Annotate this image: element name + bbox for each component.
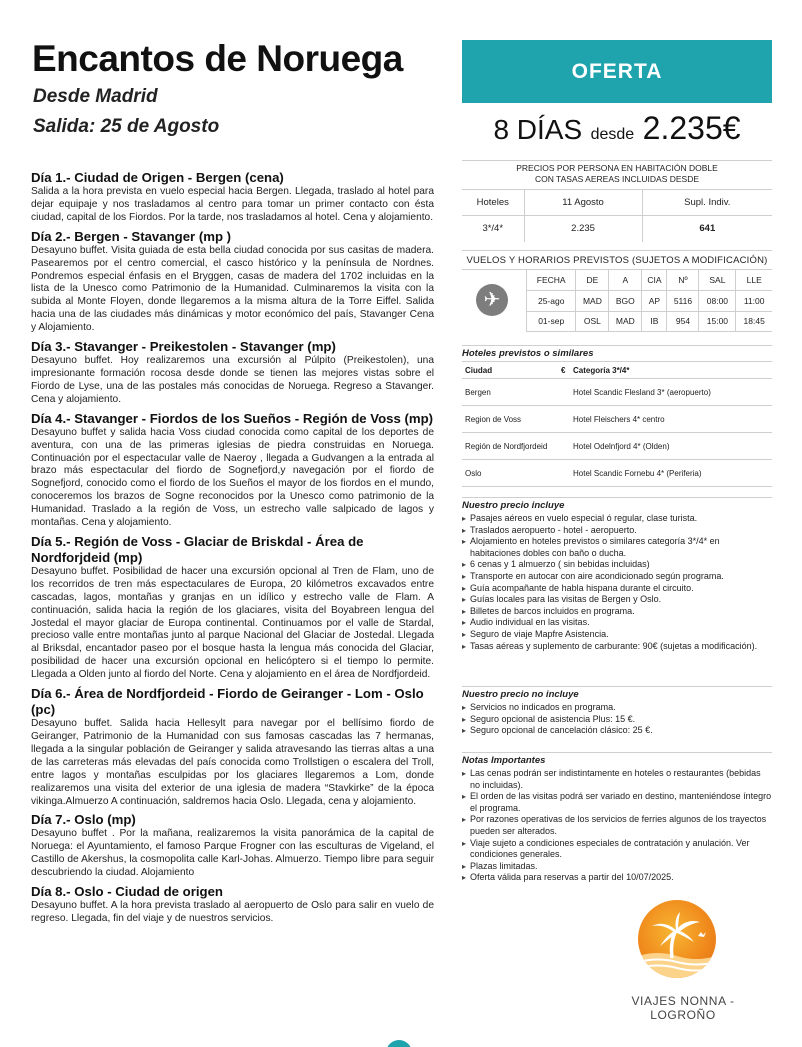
price-value: 2.235 bbox=[524, 216, 642, 242]
itinerary-day bbox=[31, 411, 434, 530]
price-heading-line-2: CON TASAS AEREAS INCLUIDAS DESDE bbox=[534, 174, 700, 184]
flights-body bbox=[462, 269, 772, 331]
day-description: Desayuno buffet . Por la mañana, realizaremos la visita panorámica de la capital de Noruega: el Ayuntamiento, el famoso Parque Frogner con las esculturas de Vigeland, el Castillo de Akershus, la cosmopolita calle Karl-Johas. Almuerzo. Tiempo libre para seguir descubriendo la ciudad. Alojamiento bbox=[31, 828, 434, 879]
price-table bbox=[462, 189, 772, 242]
table-row bbox=[462, 216, 772, 242]
list-item: ▸ El orden de las visitas podrá ser variado en destino, manteniéndose íntegro el programa. bbox=[462, 791, 772, 814]
excludes-list bbox=[462, 702, 772, 737]
day-description: Desayuno buffet. Salida hacia Hellesylt para navegar por el bellísimo fiordo de Geiranger, Patrimonio de la Humanidad con sus famosas cascadas las 7 hermanas, llegada a la singular población de Geiranger y salida atravesando las tierras altas a una de las carreteras más elevadas del país conocida como Trollstigen o escalera del Troll, entre lagos y montañas esculpidas por los glaciares llegaremos a Lom, donde realizaremos una visita del exterior de una iglesia de madera “Stavkirke” de la época vikinga.Almuerzo A continuación, saldremos hacia Oslo. Llegada, cena y alojamiento. bbox=[31, 718, 434, 807]
excludes-section bbox=[462, 686, 772, 737]
list-item: ▸ Audio individual en las visitas. bbox=[462, 617, 772, 629]
price-heading-line-1: PRECIOS POR PERSONA EN HABITACIÓN DOBLE bbox=[516, 163, 718, 173]
includes-list bbox=[462, 513, 772, 652]
departure-date: Salida: 25 de Agosto bbox=[33, 116, 220, 137]
includes-section bbox=[462, 497, 772, 652]
flight-arrival: 11:00 bbox=[736, 291, 772, 312]
day-description: Desayuno buffet. Hoy realizaremos una excursión al Púlpito (Preikestolen), una impresionante formación rocosa desde donde se tienen las mejores vistas sobre el Fiordo de Lyse, una de las postales más conocidas de Noruega. Regreso a Stavanger. Cena y alojamiento. bbox=[31, 355, 434, 405]
hotel-category: 3*/4* bbox=[462, 216, 524, 242]
day-title: Día 8.- Oslo - Ciudad de origen bbox=[31, 884, 223, 900]
itinerary-day bbox=[31, 170, 434, 225]
includes-title: Nuestro precio incluye bbox=[462, 497, 772, 513]
hotel-city: Oslo bbox=[462, 460, 558, 487]
supplement-value: 641 bbox=[642, 216, 772, 242]
list-item: ▸ Seguro opcional de cancelación clásico: 25 €. bbox=[462, 725, 772, 737]
itinerary-day bbox=[31, 339, 434, 407]
itinerary bbox=[31, 170, 434, 930]
page-title: Encantos de Noruega bbox=[32, 38, 403, 79]
trip-duration: 8 DÍAS bbox=[493, 114, 583, 145]
hotel-city: Bergen bbox=[462, 379, 558, 406]
notes-list bbox=[462, 768, 772, 884]
notes-title: Notas Importantes bbox=[462, 752, 772, 768]
price-headline bbox=[462, 110, 772, 147]
excludes-title: Nuestro precio no incluye bbox=[462, 686, 772, 702]
day-title: Día 3.- Stavanger - Preikestolen - Stavanger (mp) bbox=[31, 339, 336, 355]
flight-airline: IB bbox=[642, 311, 667, 332]
flight-date: 25-ago bbox=[527, 291, 576, 312]
list-item: ▸ Las cenas podrán ser indistintamente en hoteles o restaurantes (bebidas no incluidas). bbox=[462, 768, 772, 791]
hotel-spacer bbox=[558, 379, 570, 406]
hotel-spacer bbox=[558, 460, 570, 487]
day-description: Desayuno buffet. Visita guiada de esta bella ciudad conocida por sus casitas de madera. Pasearemos por el centro comercial, el casco histórico y la península de Nordnes. Pondremos especial énfasis en el Bryggen, casas de madera del 1702 incluidas en la lista de la Unesco como Patrimonio de la Humanidad. Culminaremos la visita con la subida al Monte Floyen, donde llegaremos a la misma altura de la Torre Eiffel. Salida hacia una de las ciudades más dinámicas y motor económico del país, Stavanger Cena y Alojamiento. bbox=[31, 244, 434, 334]
day-description: Desayuno buffet y salida hacia Voss ciudad conocida como capital de los deportes de aventura, con una de las primeras iglesias de piedra construidas en Noruega. Continuación por el espectacular valle de Naeroy , llegada a Gudvangen a la entrada al brazo más espectacular del fiordo de Sognefjord,y navegación por el fiordo de Sognefjord, conocido como el fiordo de los Sueños el mayor de los fiordos en el mundo, conoceremos los brazos de Sogne reconocidos por la Unesco como patrimonio de la Humanidad. Traslado a la región de Voss, un estrecho valle salpicado de lagos y montañas. Cena y alojamiento. bbox=[31, 426, 434, 529]
flight-col-departure: SAL bbox=[699, 270, 736, 291]
hotel-name: Hotel Odelnfjord 4* (Olden) bbox=[570, 433, 772, 460]
origin-subtitle: Desde Madrid bbox=[33, 86, 158, 107]
hotels-title: Hoteles previstos o similares bbox=[462, 345, 772, 361]
day-description: Desayuno buffet. A la hora prevista traslado al aeropuerto de Oslo para salir en vuelo de regreso. Llegada, fin del viaje y de nuestros servicios. bbox=[31, 900, 434, 924]
list-item: ▸ Transporte en autocar con aire acondicionado según programa. bbox=[462, 571, 772, 583]
notes-section bbox=[462, 752, 772, 884]
airplane-icon: ✈ bbox=[476, 284, 508, 316]
flight-number: 954 bbox=[667, 311, 699, 332]
flight-to: BGO bbox=[609, 291, 642, 312]
flights-section bbox=[462, 250, 772, 331]
day-title: Día 4.- Stavanger - Fiordos de los Sueños - Región de Voss (mp) bbox=[31, 410, 434, 426]
itinerary-day bbox=[31, 229, 434, 335]
table-header-hotels: Hoteles bbox=[462, 190, 524, 216]
hotel-name: Hotel Scandic Flesland 3* (aeropuerto) bbox=[570, 379, 772, 406]
list-item: ▸ Guías locales para las visitas de Bergen y Oslo. bbox=[462, 594, 772, 606]
flight-date: 01-sep bbox=[527, 311, 576, 332]
flight-col-number: Nº bbox=[667, 270, 699, 291]
price-table-heading bbox=[462, 160, 772, 189]
list-item: ▸ Guía acompañante de habla hispana durante el circuito. bbox=[462, 583, 772, 595]
page-marker bbox=[386, 1040, 412, 1047]
flight-col-date: FECHA bbox=[527, 270, 576, 291]
list-item: ▸ Tasas aéreas y suplemento de carburante: 90€ (sujetas a modificación). bbox=[462, 641, 772, 653]
flight-departure: 15:00 bbox=[699, 311, 736, 332]
flight-number: 5116 bbox=[667, 291, 699, 312]
list-item: ▸ Billetes de barcos incluidos en programa. bbox=[462, 606, 772, 618]
table-row bbox=[462, 433, 772, 460]
flight-from: MAD bbox=[576, 291, 609, 312]
list-item: ▸ Servicios no indicados en programa. bbox=[462, 702, 772, 714]
flight-col-from: DE bbox=[576, 270, 609, 291]
table-row bbox=[462, 406, 772, 433]
flight-col-to: A bbox=[609, 270, 642, 291]
table-row bbox=[527, 291, 773, 312]
flight-from: OSL bbox=[576, 311, 609, 332]
table-row bbox=[527, 270, 773, 291]
flight-col-airline: CIA bbox=[642, 270, 667, 291]
day-description: Salida a la hora prevista en vuelo especial hacia Bergen. Llegada, traslado al hotel para dejar equipaje y nos trasladamos al centro para tomar un primer contacto con ésta ciudad, capital de los Fiordos. Por la tarde, nos trasladamos al hotel. Cena y alojamiento. bbox=[31, 186, 434, 223]
agency-name: VIAJES NONNA - LOGROÑO bbox=[631, 994, 735, 1022]
offer-banner: OFERTA bbox=[462, 40, 772, 103]
table-row bbox=[527, 311, 773, 332]
itinerary-day bbox=[31, 686, 434, 808]
flights-table bbox=[526, 270, 772, 332]
hotels-col-symbol: € bbox=[558, 362, 570, 379]
flight-airline: AP bbox=[642, 291, 667, 312]
price-table-section bbox=[462, 160, 772, 242]
list-item: ▸ Plazas limitadas. bbox=[462, 861, 772, 873]
hotel-name: Hotel Scandic Fornebu 4* (Periferia) bbox=[570, 460, 772, 487]
table-header-date: 11 Agosto bbox=[524, 190, 642, 216]
hotel-name: Hotel Fleischers 4* centro bbox=[570, 406, 772, 433]
hotel-city: Region de Voss bbox=[462, 406, 558, 433]
flight-to: MAD bbox=[609, 311, 642, 332]
day-title: Día 7.- Oslo (mp) bbox=[31, 812, 136, 828]
table-row bbox=[462, 379, 772, 406]
list-item: ▸ Traslados aeropuerto - hotel - aeropuerto. bbox=[462, 525, 772, 537]
hotels-section bbox=[462, 345, 772, 487]
hotel-city: Región de Nordfjordeid bbox=[462, 433, 558, 460]
list-item: ▸ 6 cenas y 1 almuerzo ( sin bebidas incluidas) bbox=[462, 559, 772, 571]
hotels-col-city: Ciudad bbox=[462, 362, 558, 379]
flight-arrival: 18:45 bbox=[736, 311, 772, 332]
day-title: Día 1.- Ciudad de Origen - Bergen (cena) bbox=[31, 170, 284, 185]
table-row bbox=[462, 460, 772, 487]
itinerary-day bbox=[31, 884, 434, 926]
list-item: ▸ Por razones operativas de los servicios de ferries algunos de los trayectos pueden ser alterados. bbox=[462, 814, 772, 837]
day-title: Día 5.- Región de Voss - Glaciar de Briskdal - Área de Nordforjdeid (mp) bbox=[31, 533, 364, 565]
hotels-table bbox=[462, 361, 772, 487]
list-item: ▸ Pasajes aéreos en vuelo especial ó regular, clase turista. bbox=[462, 513, 772, 525]
list-item: ▸ Seguro opcional de asistencia Plus: 15 €. bbox=[462, 714, 772, 726]
palm-tree-sunset-icon bbox=[638, 900, 716, 978]
day-description: Desayuno buffet. Posibilidad de hacer una excursión opcional al Tren de Flam, uno de los recorridos de tren más espectaculares de Europa, 20 kilómetros excavados entre cascadas, lagos, montañas y granjas en un idílico y estrecho valle de Flam. A continuación, salida hacia la región de los glaciares, visita del Boyabreen lengua del Jostedal el mayor glaciar de Europa continental. Continuamos por el valle de Stardal, precioso valle entre montañas junto al parque Nacional del Glaciar de Jostedal. Llegada al Briksdal, encantador paseo por el bosque hasta la lengua más conocida del Glaciar, posibilidad de hacer una excursión opcional en helicóptero si el tiempo lo permite. Llegada a Olden junto al fiordo del Norte. Cena y alojamiento en el área de Nordfjordeid. bbox=[31, 565, 434, 681]
flights-heading: VUELOS Y HORARIOS PREVISTOS (SUJETOS A MODIFICACIÓN) bbox=[462, 250, 772, 269]
table-row bbox=[462, 190, 772, 216]
price-from-label: desde bbox=[590, 126, 635, 143]
hotel-spacer bbox=[558, 406, 570, 433]
table-row bbox=[462, 362, 772, 379]
list-item: ▸ Viaje sujeto a condiciones especiales de contratación y anulación. Ver condiciones generales. bbox=[462, 838, 772, 861]
itinerary-day bbox=[31, 812, 434, 880]
price-amount: 2.235€ bbox=[642, 110, 741, 146]
hotels-col-category: Categoría 3*/4* bbox=[570, 362, 772, 379]
flight-departure: 08:00 bbox=[699, 291, 736, 312]
itinerary-day bbox=[31, 534, 434, 682]
table-header-supplement: Supl. Indiv. bbox=[642, 190, 772, 216]
day-title: Día 6.- Área de Nordfjordeid - Fiordo de Geiranger - Lom - Oslo (pc) bbox=[31, 686, 424, 718]
list-item: ▸ Oferta válida para reservas a partir del 10/07/2025. bbox=[462, 872, 772, 884]
hotel-spacer bbox=[558, 433, 570, 460]
list-item: ▸ Seguro de viaje Mapfre Asistencia. bbox=[462, 629, 772, 641]
flight-col-arrival: LLE bbox=[736, 270, 772, 291]
day-title: Día 2.- Bergen - Stavanger (mp ) bbox=[31, 228, 232, 244]
list-item: ▸ Alojamiento en hoteles previstos o similares categoría 3*/4* en habitaciones dobles con baño o ducha. bbox=[462, 536, 772, 559]
